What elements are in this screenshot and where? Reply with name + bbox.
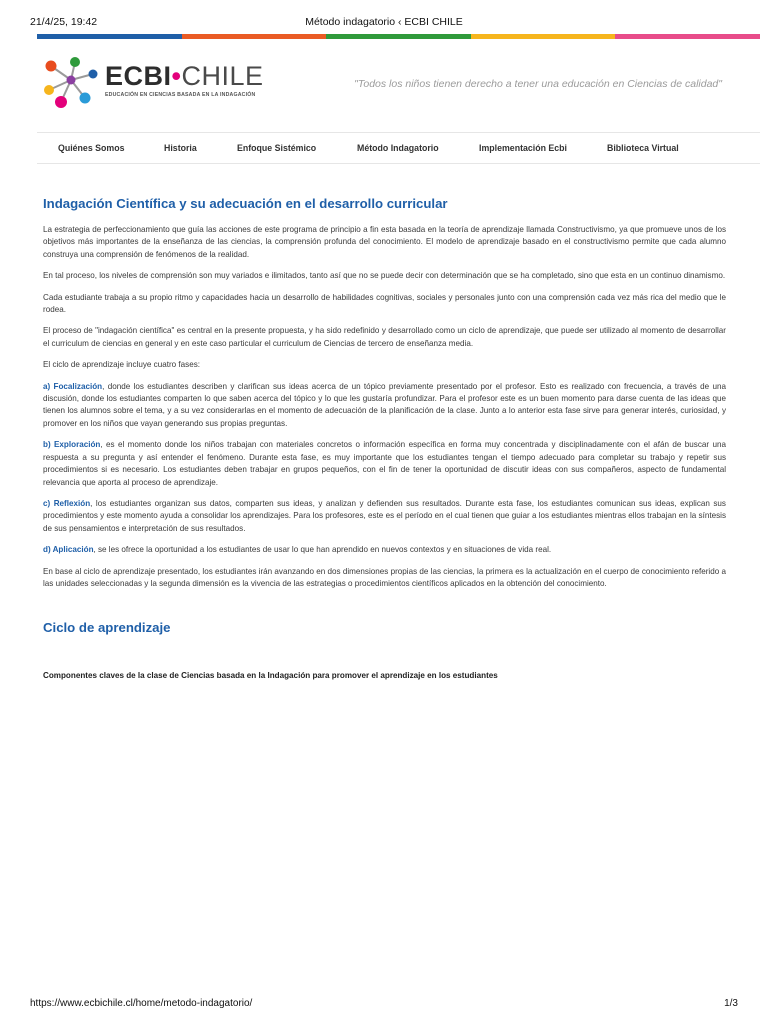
nav-item-biblioteca-virtual[interactable]: Biblioteca Virtual — [607, 143, 679, 153]
phase-text: , es el momento donde los niños trabajan con materiales concretos o información específica en forma muy concentrada y disciplinadamente con el afán de buscar una respuesta a su pregunta y así entender el fenómeno. Durante esta fase, es muy importante que los estudiantes tengan el tiempo adecuado para completar su trabajo y repetir sus procedimientos si es necesario. Los estudiantes deben trabajar en grupos pequeños, con el fin de tener la oportunidad de discutir ideas con sus compañeros, aspecto de fundamental relevancia que aporta al proceso de aprendizaje. — [43, 440, 726, 487]
print-page-title: Método indagatorio ‹ ECBI CHILE — [305, 16, 463, 28]
article-paragraph: La estrategia de perfeccionamiento que guía las acciones de este programa de principio a fin esta basada en la teoría de aprendizaje llamada Constructivismo, ya que promueve unos de los objetivos más importantes de la enseñanza de las ciencias, la comprensión profunda del conocimiento. El modelo de aprendizaje basado en el constructivismo permite que cada alumno construya una comprensión de fenómenos de la realidad. — [43, 225, 726, 259]
print-page-number: 1/3 — [724, 998, 738, 1009]
brand-name-bold: ECBI — [105, 61, 172, 91]
nav-item-quienes-somos[interactable]: Quiénes Somos — [58, 143, 125, 153]
article-paragraph: El ciclo de aprendizaje incluye cuatro fases: — [43, 360, 201, 370]
phase-reflexion — [43, 498, 726, 535]
color-bar-segment-green — [326, 34, 471, 39]
print-footer — [30, 998, 738, 1012]
article-paragraph: En tal proceso, los niveles de comprensión son muy variados e ilimitados, tanto así que no se puede decir con determinación que se ha completado, sino que esta en un continuo dinamismo. — [43, 271, 726, 281]
site-tagline: "Todos los niños tienen derecho a tener una educación en Ciencias de calidad" — [354, 78, 722, 90]
article-content — [43, 196, 726, 680]
phase-term: a) Focalización — [43, 381, 103, 391]
color-bar-segment-orange — [182, 34, 327, 39]
color-bar-segment-yellow — [471, 34, 616, 39]
phase-aplicacion — [43, 544, 726, 556]
article-paragraph: Cada estudiante trabaja a su propio ritmo y capacidades hacia un desarrollo de habilidades cognitivas, sociales y personales junto con una comprensión cada vez más rica del medio que le rodea. — [43, 292, 726, 315]
phase-term: b) Exploración — [43, 440, 101, 450]
color-bar-segment-blue — [37, 34, 182, 39]
brand-dot: • — [171, 61, 182, 91]
color-bar-segment-pink — [615, 34, 760, 39]
print-datetime: 21/4/25, 19:42 — [30, 16, 98, 28]
phase-exploracion — [43, 439, 726, 489]
nav-item-implementacion-ecbi[interactable]: Implementación Ecbi — [479, 143, 567, 153]
phase-focalizacion — [43, 381, 726, 431]
section-title: Ciclo de aprendizaje — [43, 620, 171, 636]
article-paragraph: El proceso de "indagación científica" es central en la presente propuesta, y ha sido redefinido y desarrollado como un ciclo de aprendizaje, que puede ser utilizado al momento de desarrollar el curriculum de ciencias en general y en este caso particular el curriculum de Ciencias de tercero de enseñanza media. — [43, 326, 726, 348]
phase-text: , donde los estudiantes describen y clarifican sus ideas acerca de un tópico previamente presentado por el profesor. Esto es realizado con frecuencia, a través de una discusión, donde los estudiantes comparten lo que saben acerca del tópico y lo que les gustaría profundizar. Para el profesor este es un buen momento para darse cuenta de las ideas que tienen los alumnos sobre el tema, y a su vez considerarlas en el momento de adecuación de la planificación de la clase. Junto a lo anterior esta fase sirve para generar interés, curiosidad, y promover en los niños que vayan generando sus propias preguntas. — [43, 381, 726, 428]
site-header — [37, 50, 760, 114]
phase-text: , se les ofrece la oportunidad a los estudiantes de usar lo que han aprendido en nuevos contextos y en situaciones de vida real. — [93, 545, 552, 555]
nav-item-metodo-indagatorio[interactable]: Método Indagatorio — [357, 143, 439, 153]
brand-name — [105, 62, 264, 90]
nav-item-historia[interactable]: Historia — [164, 143, 197, 153]
phase-term: c) Reflexión — [43, 498, 91, 508]
print-url: https://www.ecbichile.cl/home/metodo-indagatorio/ — [30, 998, 253, 1009]
brand-name-light: CHILE — [181, 61, 264, 91]
color-bar — [37, 34, 760, 39]
article-title: Indagación Científica y su adecuación en el desarrollo curricular — [43, 196, 448, 211]
print-header — [30, 16, 738, 32]
phase-text: , los estudiantes organizan sus datos, comparten sus ideas, y analizan y defienden sus resultados. Durante esta fase, los estudiantes comunican sus ideas, explican sus procedimientos y este momento ayuda a consolidar los aprendizajes. Para los profesores, este es el período en el cual tienen que guiar a los estudiantes mientras ellos trabajan en la síntesis de sus pensamientos e interpretación de sus resultados. — [43, 498, 726, 533]
brand-subtitle: EDUCACIÓN EN CIENCIAS BASADA EN LA INDAGACIÓN — [105, 92, 256, 98]
molecule-logo-icon[interactable] — [41, 54, 101, 110]
nav-item-enfoque-sistemico[interactable]: Enfoque Sistémico — [237, 143, 317, 153]
figure-caption: Componentes claves de la clase de Ciencias basada en la Indagación para promover el aprendizaje en los estudiantes — [43, 671, 498, 681]
brand[interactable] — [105, 62, 264, 98]
phase-term: d) Aplicación — [43, 545, 94, 555]
article-paragraph: En base al ciclo de aprendizaje presentado, los estudiantes irán avanzando en dos dimensiones propias de las ciencias, la primera es la actualización en el cuerpo de conocimiento referido a las unidades seleccionadas y la segunda dimensión es la vivencia de las estrategias o procedimientos científicos aplicados en la obtención del conocimiento. — [43, 566, 726, 588]
main-nav — [37, 132, 760, 164]
